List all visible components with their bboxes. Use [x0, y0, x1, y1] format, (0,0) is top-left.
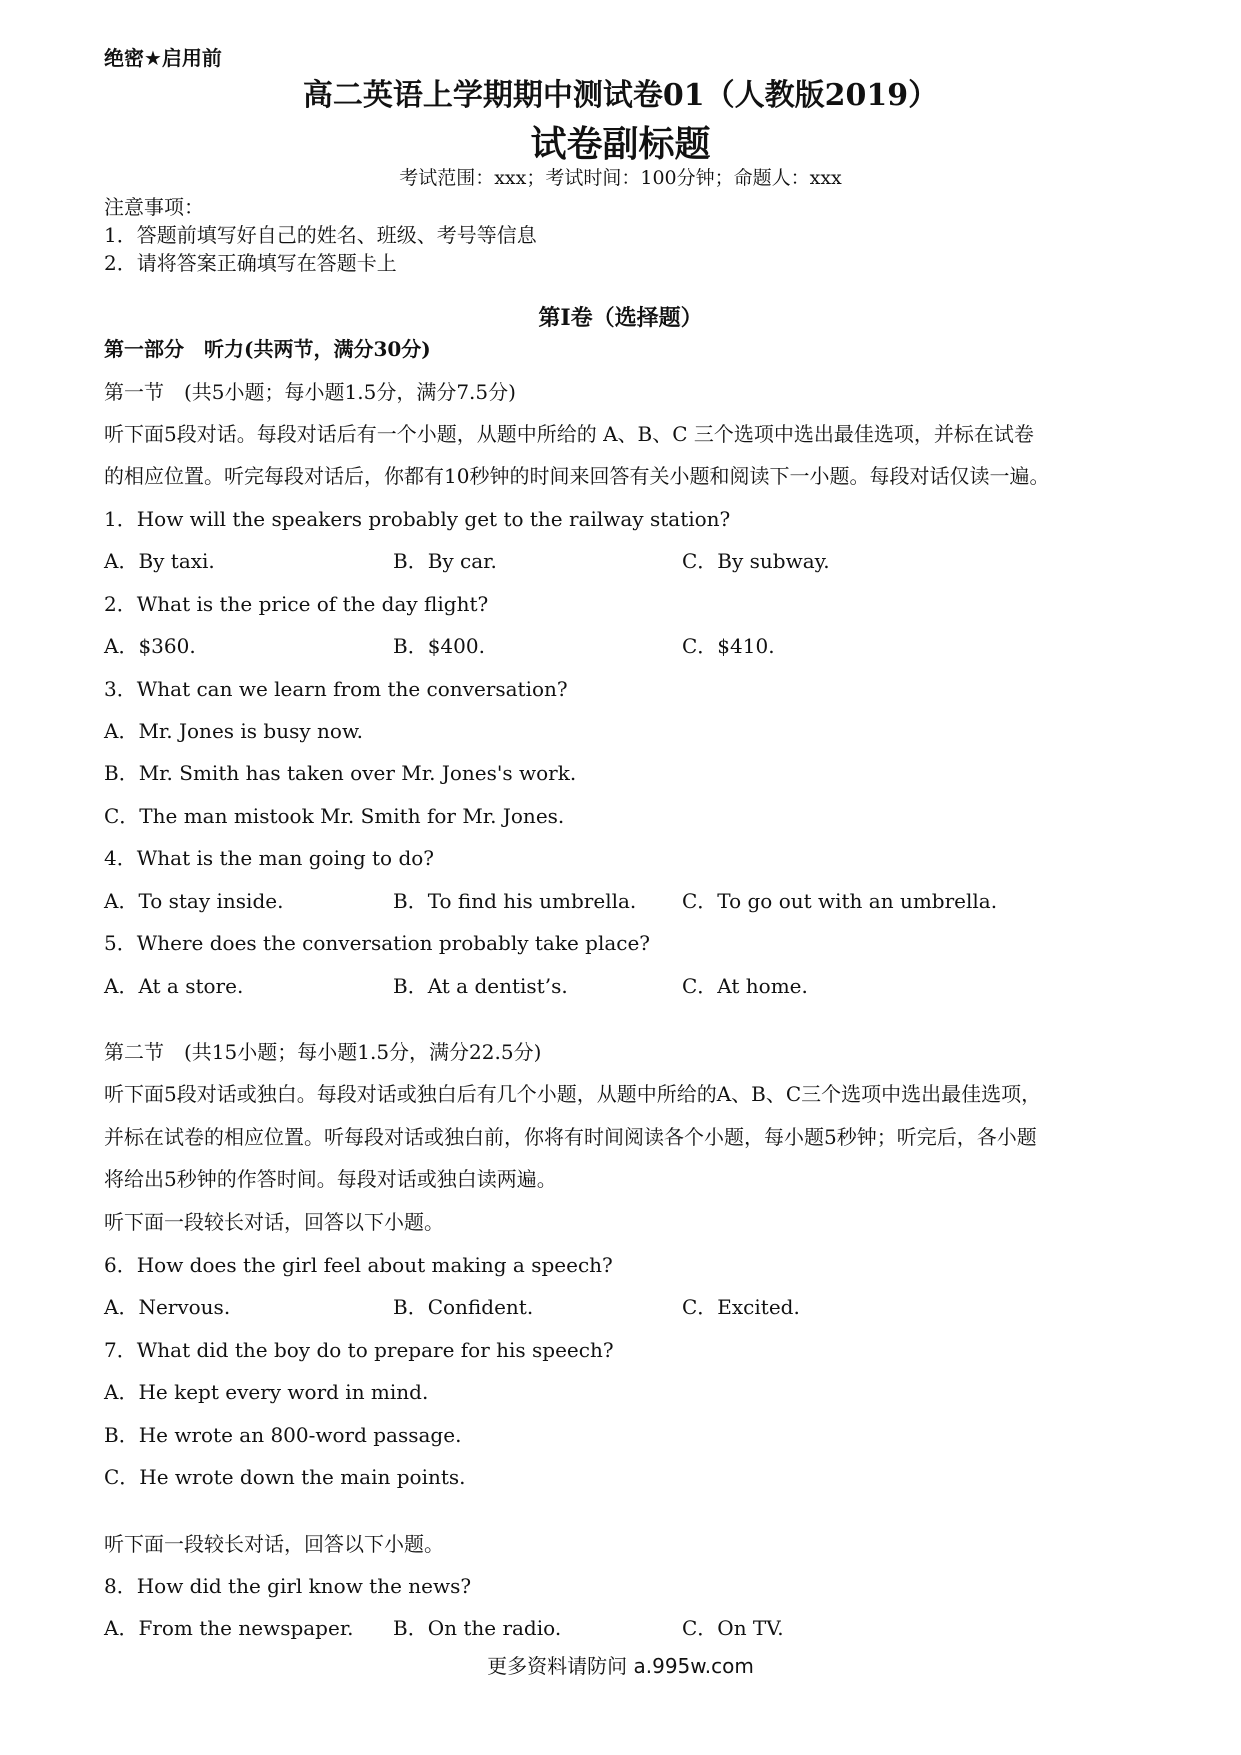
- option-b: B．Mr. Smith has taken over Mr. Jones's work.: [104, 761, 577, 785]
- question-8: 8．How did the girl know the news?: [104, 1574, 472, 1598]
- option-a: A．From the newspaper.: [104, 1616, 354, 1640]
- option-c: C．The man mistook Mr. Smith for Mr. Jones.: [104, 804, 565, 828]
- question-3: 3．What can we learn from the conversation?: [104, 677, 568, 701]
- option-b: B．He wrote an 800-word passage.: [104, 1423, 462, 1447]
- option-c: C．$410.: [682, 634, 775, 658]
- option-c: C．Excited.: [682, 1295, 800, 1319]
- option-b: B．On the radio.: [393, 1616, 562, 1640]
- question-4: 4．What is the man going to do?: [104, 846, 435, 870]
- option-a: A．He kept every word in mind.: [104, 1380, 429, 1404]
- section2-lead: 听下面一段较长对话，回答以下小题。: [104, 1532, 444, 1556]
- section1-instruction: 听下面5段对话。每段对话后有一个小题，从题中所给的 A、B、C 三个选项中选出最佳选项，并标在试卷: [104, 422, 1034, 446]
- question-7: 7．What did the boy do to prepare for his speech?: [104, 1338, 614, 1362]
- option-c: C．On TV.: [682, 1616, 784, 1640]
- notice-item: 1．答题前填写好自己的姓名、班级、考号等信息: [104, 223, 537, 247]
- option-c: C．At home.: [682, 974, 808, 998]
- section1-instruction: 的相应位置。听完每段对话后，你都有10秒钟的时间来回答有关小题和阅读下一小题。每段对话仅读一遍。: [104, 464, 1050, 488]
- option-b: B．$400.: [393, 634, 485, 658]
- notice-item: 2．请将答案正确填写在答题卡上: [104, 251, 397, 275]
- option-a: A．Nervous.: [104, 1295, 231, 1319]
- section2-lead: 听下面一段较长对话，回答以下小题。: [104, 1210, 444, 1234]
- secret-label: 绝密★启用前: [104, 46, 222, 70]
- question-2: 2．What is the price of the day flight?: [104, 592, 489, 616]
- question-6: 6．How does the girl feel about making a speech?: [104, 1253, 613, 1277]
- volume-title: 第I卷（选择题）: [538, 305, 703, 331]
- section2-instruction: 听下面5段对话或独白。每段对话或独白后有几个小题，从题中所给的A、B、C三个选项中选出最佳选项，: [104, 1082, 1042, 1106]
- option-a: A．$360.: [104, 634, 196, 658]
- option-a: A．At a store.: [104, 974, 244, 998]
- option-a: A．Mr. Jones is busy now.: [104, 719, 364, 743]
- notice-heading: 注意事项：: [104, 195, 204, 219]
- option-b: B．By car.: [393, 549, 497, 573]
- option-b: B．To find his umbrella.: [393, 889, 637, 913]
- option-c: C．To go out with an umbrella.: [682, 889, 998, 913]
- exam-title: 高二英语上学期期中测试卷01（人教版2019）: [302, 78, 939, 113]
- section2-instruction: 将给出5秒钟的作答时间。每段对话或独白读两遍。: [104, 1167, 557, 1191]
- option-c: C．By subway.: [682, 549, 830, 573]
- option-a: A．To stay inside.: [104, 889, 284, 913]
- section2-instruction: 并标在试卷的相应位置。听每段对话或独白前，你将有时间阅读各个小题，每小题5秒钟；听完后，各小题: [104, 1125, 1037, 1149]
- option-b: B．Confident.: [393, 1295, 534, 1319]
- footer-link[interactable]: 更多资料请防问 a.995w.com: [487, 1654, 754, 1678]
- section2-title: 第二节 (共15小题；每小题1.5分，满分22.5分): [104, 1040, 542, 1064]
- exam-subtitle: 试卷副标题: [530, 124, 711, 165]
- option-b: B．At a dentist’s.: [393, 974, 568, 998]
- option-a: A．By taxi.: [104, 549, 215, 573]
- option-c: C．He wrote down the main points.: [104, 1465, 466, 1489]
- exam-meta: 考试范围：xxx；考试时间：100分钟；命题人：xxx: [399, 167, 842, 189]
- question-1: 1．How will the speakers probably get to the railway station?: [104, 507, 731, 531]
- section1-title: 第一节 (共5小题；每小题1.5分，满分7.5分): [104, 380, 516, 404]
- part1-title: 第一部分 听力(共两节，满分30分): [104, 337, 431, 361]
- question-5: 5．Where does the conversation probably take place?: [104, 931, 651, 955]
